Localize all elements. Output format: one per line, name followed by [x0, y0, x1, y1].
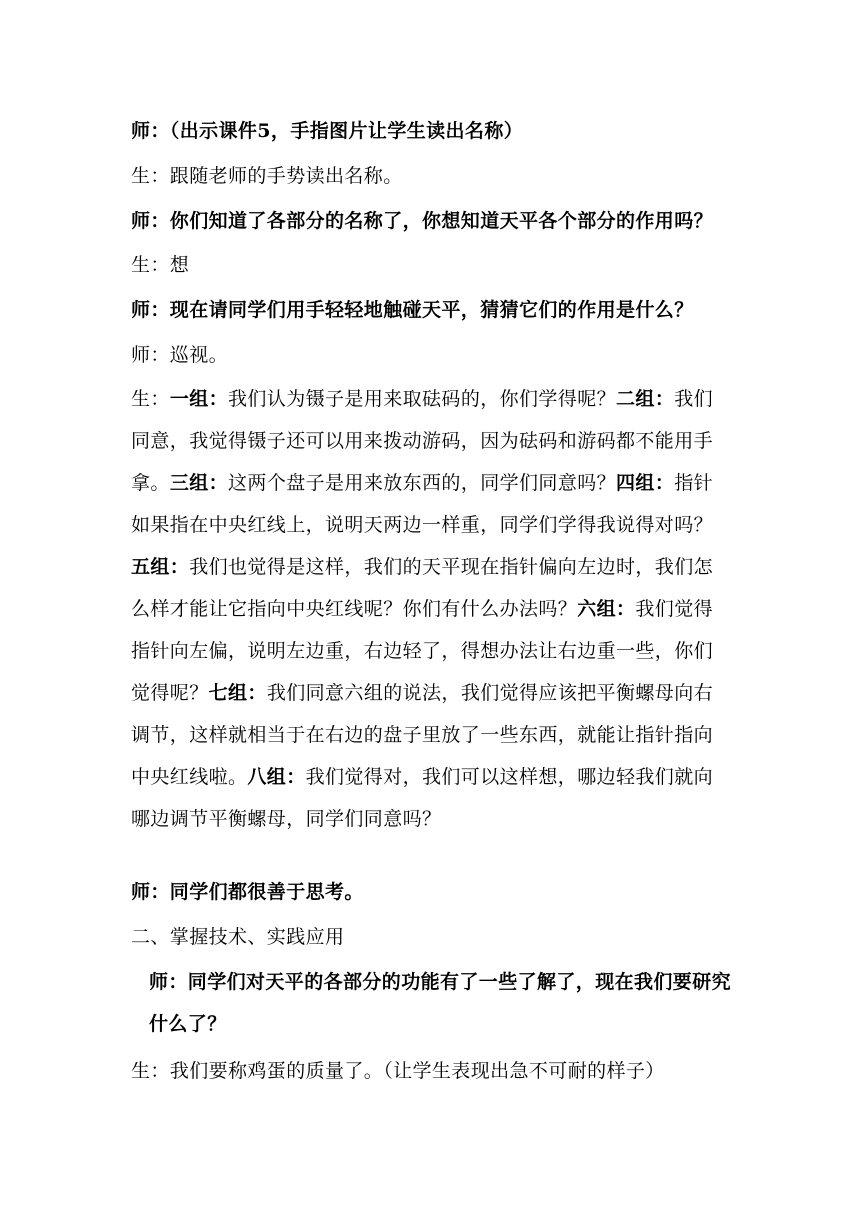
student-group-discussion [131, 378, 731, 840]
teacher-line-praise: 师：同学们都很善于思考。 [131, 881, 364, 903]
teacher-line-touch-balance: 师：现在请同学们用手轻轻地触碰天平，猜猜它们的作用是什么？ [131, 299, 694, 321]
group-4-text: 指针如果指在中央红线上，说明天两边一样重，同学们学得我说得对吗？ [131, 472, 714, 536]
teacher-line-research: 师：同学们对天平的各部分的功能有了一些了解了，现在我们要研究什么了？ [149, 971, 732, 1035]
teacher-line-question-function: 师：你们知道了各部分的名称了，你想知道天平各个部分的作用吗？ [131, 210, 714, 232]
group-7-text: 我们同意六组的说法，我们觉得应该把平衡螺母向右调节，这样就相当于在右边的盘子里放了一些东西，就能让指针指向中央红线啦。 [131, 682, 714, 788]
group-6-text: 我们觉得指针向左偏，说明左边重，右边轻了，得想办法让右边重一些，你们觉得呢？ [131, 598, 714, 704]
student-line-weigh-egg: 生：我们要称鸡蛋的质量了。（让学生表现出急不可耐的样子） [131, 1060, 665, 1082]
speaker-label: 生： [131, 388, 170, 410]
group-8-text: 我们觉得对，我们可以这样想，哪边轻我们就向哪边调节平衡螺母，同学们同意吗？ [131, 766, 714, 830]
student-line-read-names: 生：跟随老师的手势读出名称。 [131, 165, 403, 187]
teacher-line-courseware: 师：（出示课件5，手指图片让学生读出名称） [131, 120, 524, 142]
teacher-line-patrol: 师：巡视。 [131, 344, 229, 366]
group-3-text: 这两个盘子是用来放东西的，同学们同意吗？ [228, 472, 617, 494]
group-3-label: 三组： [169, 472, 229, 494]
group-1-text: 我们认为镊子是用来取砝码的，你们学得呢？ [228, 388, 617, 410]
group-4-label: 四组： [616, 472, 675, 494]
group-2-label: 二组： [616, 388, 675, 410]
group-6-label: 六组： [577, 598, 636, 620]
student-line-want: 生：想 [131, 254, 190, 276]
group-2-text: 我们同意，我觉得镊子还可以用来拨动游码，因为砝码和游码都不能用手拿。 [131, 388, 714, 494]
section-heading-practice: 二、掌握技术、实践应用 [131, 926, 345, 948]
group-1-label: 一组： [169, 388, 229, 410]
group-7-label: 七组： [208, 682, 267, 704]
group-5-text: 我们也觉得是这样，我们的天平现在指针偏向左边时，我们怎么样才能让它指向中央红线呢？你们有什么办法吗？ [131, 556, 714, 620]
group-5-label: 五组： [131, 556, 190, 578]
group-8-label: 八组： [247, 766, 306, 788]
